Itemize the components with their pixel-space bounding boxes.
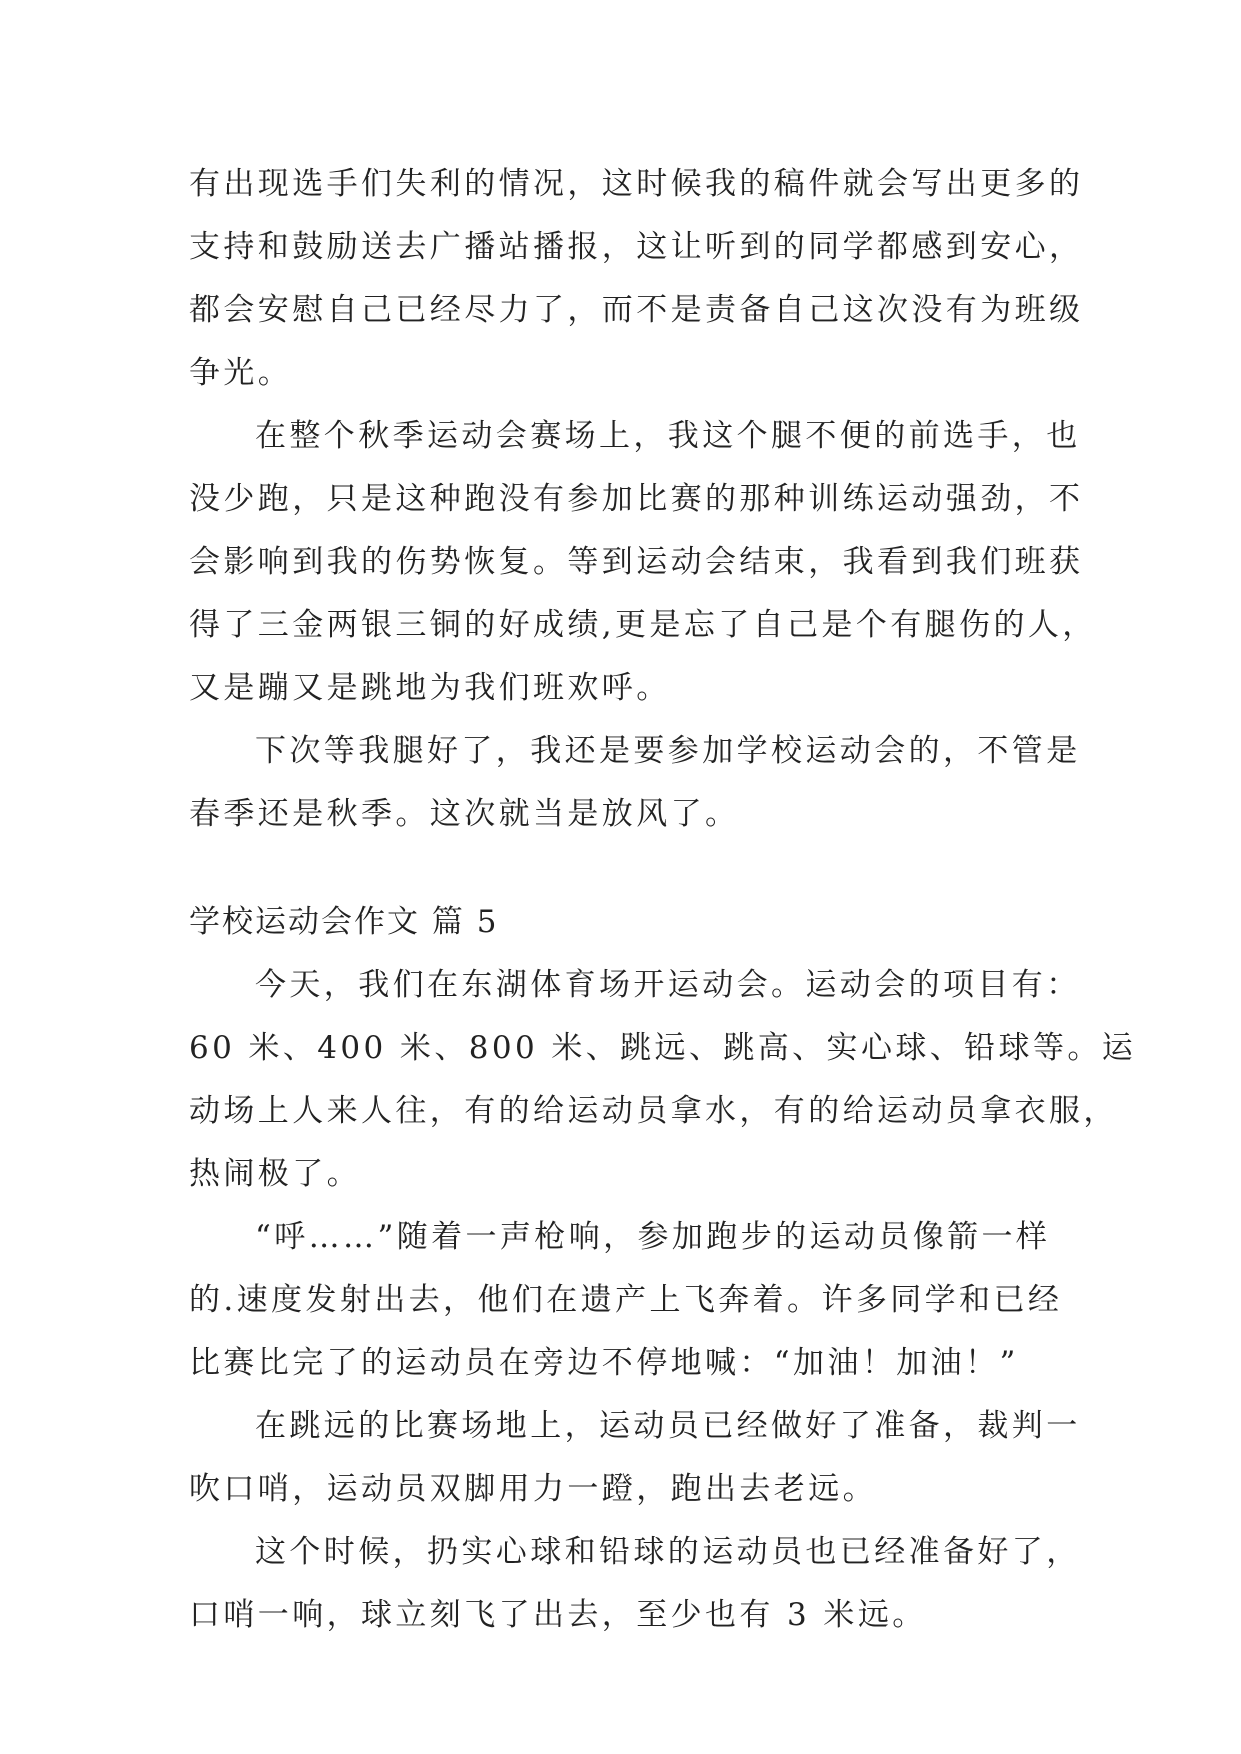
text-line: 的.速度发射出去，他们在遗产上飞奔着。许多同学和已经 (189, 1282, 1063, 1318)
text-line: 会影响到我的伤势恢复。等到运动会结束，我看到我们班获 (189, 544, 1084, 580)
text-line: 热闹极了。 (189, 1156, 361, 1192)
text-line: 春季还是秋季。这次就当是放风了。 (189, 796, 740, 832)
text-line: 争光。 (189, 355, 293, 391)
text-line: 支持和鼓励送去广播站播报，这让听到的同学都感到安心， (189, 229, 1084, 265)
text-line: 没少跑，只是这种跑没有参加比赛的那种训练运动强劲，不 (189, 481, 1084, 517)
text-line: 比赛比完了的运动员在旁边不停地喊：“加油！加油！” (189, 1345, 1019, 1381)
text-line: 今天，我们在东湖体育场开运动会。运动会的项目有： (255, 967, 1081, 1003)
text-line: 60 米、400 米、800 米、跳远、跳高、实心球、铅球等。运 (189, 1030, 1137, 1066)
text-line: 都会安慰自己已经尽力了，而不是责备自己这次没有为班级 (189, 292, 1084, 328)
section-heading: 学校运动会作文 篇 5 (189, 904, 499, 940)
text-line: 在跳远的比赛场地上，运动员已经做好了准备，裁判一 (255, 1408, 1081, 1444)
text-line: 动场上人来人往，有的给运动员拿水，有的给运动员拿衣服， (189, 1093, 1118, 1129)
text-line: 得了三金两银三铜的好成绩,更是忘了自己是个有腿伤的人， (189, 607, 1097, 643)
text-line: 吹口哨，运动员双脚用力一蹬，跑出去老远。 (189, 1471, 877, 1507)
text-line: 有出现选手们失利的情况，这时候我的稿件就会写出更多的 (189, 166, 1084, 202)
text-line: “呼……”随着一声枪响，参加跑步的运动员像箭一样 (255, 1219, 1051, 1255)
text-line: 口哨一响，球立刻飞了出去，至少也有 3 米远。 (189, 1597, 927, 1633)
text-line: 又是蹦又是跳地为我们班欢呼。 (189, 670, 671, 706)
text-line: 在整个秋季运动会赛场上，我这个腿不便的前选手，也 (255, 418, 1081, 454)
text-line: 这个时候，扔实心球和铅球的运动员也已经准备好了， (255, 1534, 1081, 1570)
text-line: 下次等我腿好了，我还是要参加学校运动会的，不管是 (255, 733, 1081, 769)
